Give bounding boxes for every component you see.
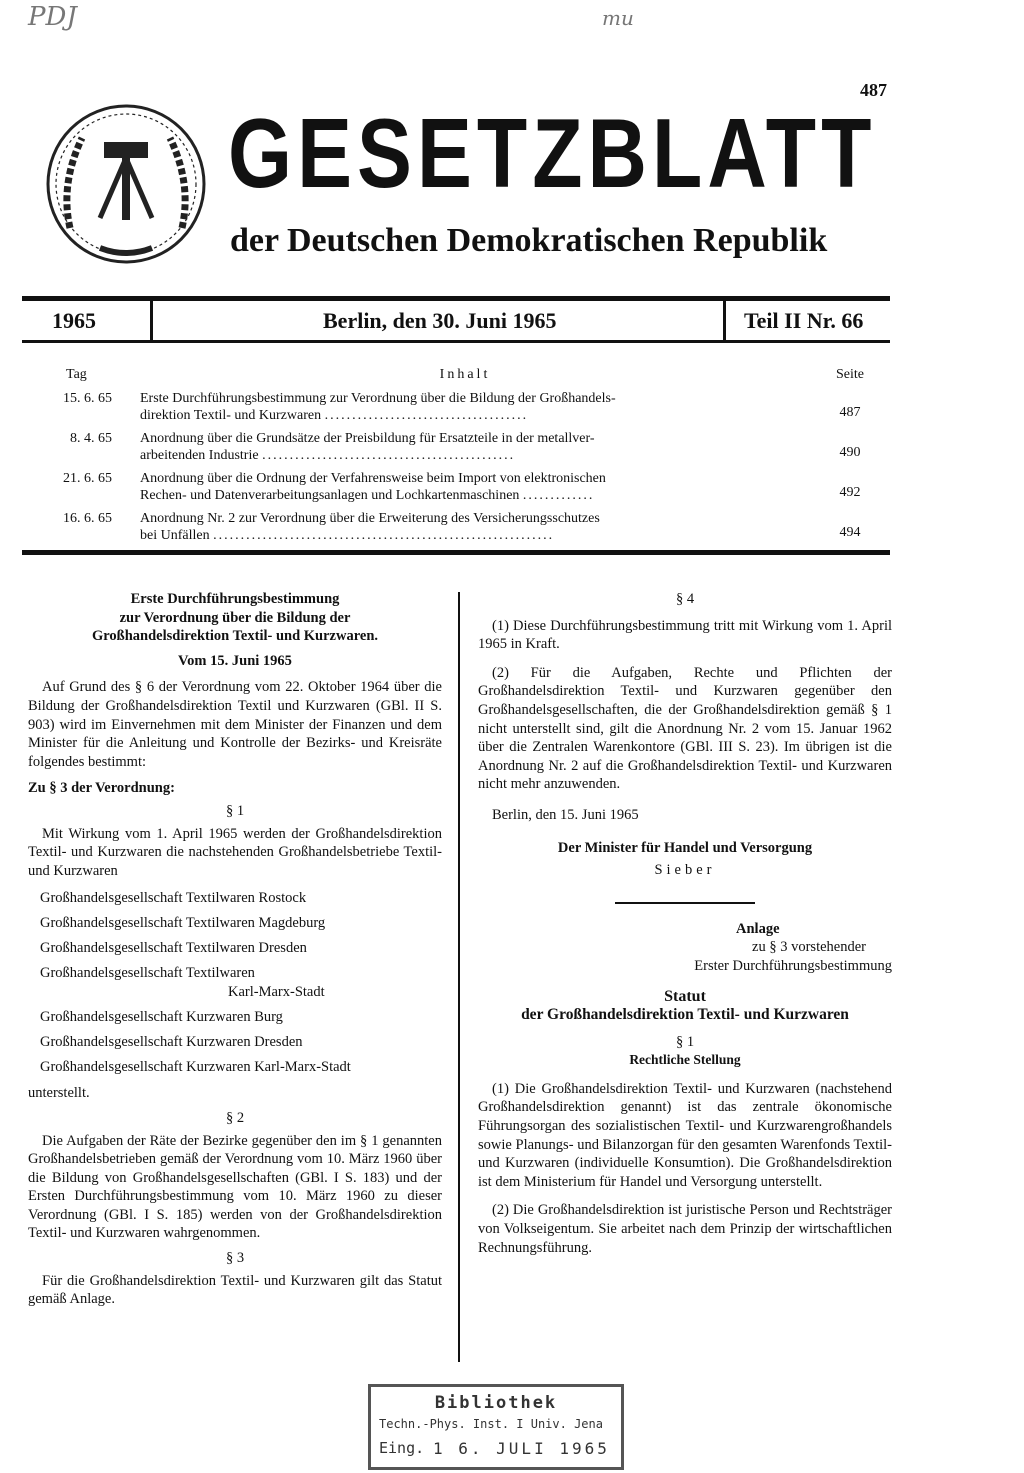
section-4-para-2: (2) Für die Aufgaben, Rechte und Pflichten der Großhandelsdirektion Textil- und Kurzwaren gegenüber den Großhandelsgesellschaften, die der Großhandelsdirektion gemäß § 1 nicht unterstellt sind, gilt die Anordnung Nr. 2 vom 15. Januar 1962 über die Zentralen Warenkontore (GBl. III S. 23). Im übrigen ist die Anordnung Nr. 2 auf die Großhandelsdirektion Textil- und Kurzwaren nicht mehr anzuwenden. (478, 664, 892, 793)
section-1-heading: § 1 (225, 802, 245, 819)
signature-minister: Der Minister für Handel und Versorgung (557, 839, 813, 856)
toc-col-title: Inhalt (439, 367, 491, 382)
toc-entry-line2: direktion Textil- und Kurzwaren (140, 408, 322, 423)
toc-entry-date: 16. 6. 65 (63, 511, 112, 526)
section-4-heading: § 4 (675, 591, 695, 607)
toc-entry-line2: Rechen- und Datenverarbeitungsanlagen und Lochkartenmaschinen (140, 488, 520, 503)
masthead-title: GESETZBLATT (228, 98, 877, 208)
list-item: Großhandelsgesellschaft Textilwaren Rostock (40, 890, 307, 907)
toc-entry-page: 492 (839, 485, 861, 500)
section-2-text: Die Aufgaben der Räte der Bezirke gegenüber den im § 1 genannten Großhandelsbetrieben gemäß der Verordnung vom 10. März 1960 über die Bildung von Großhandelsgesellschaften (GBl. I S. 183) und der Ersten Durchführungsbestimmung vom 10. März 1960 zu dieser Verordnung (GBl. I S. 185) werden von der Großhandelsdirektion Textil- und Kurzwaren wahrgenommen. (28, 1132, 442, 1242)
header-divider-left (150, 301, 153, 341)
stamp-line-1: Bibliothek (434, 1393, 558, 1413)
toc-entry: 15. 6. 65 Erste Durchführungsbestimmung zur Verordnung über die Bildung der Großhandels- direktion Textil- und Kurzwaren ..................................... 487 (30, 390, 875, 426)
handwritten-note-right: mu (602, 6, 634, 30)
ordinance-date: Vom 15. Juni 1965 (178, 652, 292, 669)
list-item: Großhandelsgesellschaft Kurzwaren Karl-Marx-Stadt (40, 1059, 351, 1076)
ordinance-zu: Zu § 3 der Verordnung: (28, 780, 175, 797)
annex-heading: Anlage (736, 920, 780, 937)
company-list (28, 886, 442, 1080)
list-item: Großhandelsgesellschaft Textilwaren (40, 965, 255, 982)
column-divider (458, 592, 460, 1362)
stamp-date: 1 6. JULI 1965 (433, 1439, 610, 1458)
list-item: Karl-Marx-Stadt (228, 984, 325, 1001)
masthead-subtitle: der Deutschen Demokratischen Republik (230, 222, 828, 259)
toc-bottom-rule (22, 550, 890, 555)
signature-rule (615, 902, 755, 904)
toc-entry: 21. 6. 65 Anordnung über die Ordnung der Verfahrensweise beim Import von elektronischen Rechen- und Datenverarbeitungsanlagen und Lochkartenmaschinen ............. 492 (30, 470, 875, 506)
ordinance-title: Erste Durchführungsbestimmung zur Verordnung über die Bildung der Großhandelsdirektion Textil- und Kurzwaren. (91, 591, 379, 645)
toc-entry-line1: Anordnung über die Grundsätze der Preisbildung für Ersatzteile in der metallver- (140, 431, 595, 446)
toc-col-date: Tag (66, 367, 87, 382)
list-item: Großhandelsgesellschaft Textilwaren Dresden (40, 940, 307, 957)
toc-entry-line1: Anordnung über die Ordnung der Verfahrensweise beim Import von elektronischen (140, 471, 606, 486)
toc-entry: 16. 6. 65 Anordnung Nr. 2 zur Verordnung über die Erweiterung des Versicherungsschutzes bei Unfällen .............................................................. 494 (30, 510, 875, 546)
toc-entry-page: 487 (839, 405, 861, 420)
toc-entry-line1: Erste Durchführungsbestimmung zur Verordnung über die Bildung der Großhandels- (140, 391, 616, 406)
section-3-text: Für die Großhandelsdirektion Textil- und Kurzwaren gilt das Statut gemäß Anlage. (28, 1272, 442, 1308)
annex-ref-1: zu § 3 vorstehender (752, 939, 866, 956)
list-item: Großhandelsgesellschaft Kurzwaren Burg (40, 1009, 283, 1026)
toc-entry-date: 8. 4. 65 (70, 431, 112, 446)
statute-subtitle: der Großhandelsdirektion Textil- und Kurzwaren (521, 1006, 849, 1024)
handwritten-note-left: PDJ (28, 2, 77, 32)
list-item: Großhandelsgesellschaft Kurzwaren Dresden (40, 1034, 303, 1051)
page-number: 487 (860, 80, 887, 100)
header-year: 1965 (52, 308, 96, 333)
section-3-heading: § 3 (225, 1250, 245, 1267)
toc-entry-date: 15. 6. 65 (63, 391, 112, 406)
toc-entry: 8. 4. 65 Anordnung über die Grundsätze der Preisbildung für Ersatzteile in der metallver- arbeitenden Industrie .............................................. 490 (30, 430, 875, 466)
toc-col-page: Seite (836, 367, 864, 382)
statute-para-1: (1) Die Großhandelsdirektion Textil- und Kurzwaren (nachstehend Großhandelsdirektion genannt) ist das zentrale ökonomische Führungsorgan des sozialistischen Textil- und Kurzwarengroßhandels sowie Planungs- und Bilanzorgan für den gesamten Warenfonds Textil- und Kurzwaren (individuelle Konsumtion). Die Großhandelsdirektion ist dem Ministerium für Handel und Versorgung unterstellt. (478, 1080, 892, 1190)
annex-ref-2: Erster Durchführungsbestimmung (694, 957, 892, 974)
toc-entry-page: 490 (839, 445, 861, 460)
toc-entry-line2: bei Unfällen (140, 528, 210, 543)
list-item: Großhandelsgesellschaft Textilwaren Magdeburg (40, 915, 326, 932)
toc-entry-line2: arbeitenden Industrie (140, 448, 259, 463)
signature-name: Sieber (654, 862, 716, 879)
statute-title: Statut (664, 987, 706, 1005)
header-place-date: Berlin, den 30. Juni 1965 (323, 308, 557, 333)
header-divider-right (723, 301, 726, 341)
left-column (28, 590, 442, 1309)
library-stamp (368, 1384, 624, 1470)
toc-entry-line1: Anordnung Nr. 2 zur Verordnung über die Erweiterung des Versicherungsschutzes (140, 511, 600, 526)
state-emblem-icon (40, 98, 212, 270)
right-column (478, 590, 892, 1257)
signature-place-date: Berlin, den 15. Juni 1965 (492, 806, 639, 823)
section-1-text: Mit Wirkung vom 1. April 1965 werden der Großhandelsdirektion Textil- und Kurzwaren die nachstehenden Großhandelsbetriebe Textil- und Kurzwaren (28, 825, 442, 879)
toc-entry-date: 21. 6. 65 (63, 471, 112, 486)
statute-para-2: (2) Die Großhandelsdirektion ist juristische Person und Rechtsträger von Volkseigentum. Sie arbeitet nach dem Prinzip der wirtschaftlichen Rechnungsführung. (478, 1202, 892, 1256)
toc-entry-page: 494 (839, 525, 861, 540)
header-issue: Teil II Nr. 66 (744, 308, 864, 333)
toc-header (30, 366, 875, 386)
section-1-end: unterstellt. (28, 1085, 90, 1102)
statute-section-1-heading: § 1 (675, 1033, 695, 1050)
stamp-line-2: Techn.-Phys. Inst. I Univ. Jena (379, 1417, 603, 1431)
section-4-para-1: (1) Diese Durchführungsbestimmung tritt mit Wirkung vom 1. April 1965 in Kraft. (478, 617, 892, 653)
stamp-label: Eing. (379, 1439, 425, 1457)
ordinance-preamble: Auf Grund des § 6 der Verordnung vom 22. Oktober 1964 über die Bildung der Großhandelsdirektion Textil und Kurzwaren (GBl. II S. 903) wird im Einvernehmen mit dem Minister der Finanzen und dem Minister für die Anleitung und Kontrolle der Bezirks- und Kreisräte folgendes bestimmt: (28, 679, 442, 770)
section-2-heading: § 2 (225, 1109, 245, 1126)
statute-section-1-title: Rechtliche Stellung (629, 1052, 741, 1068)
